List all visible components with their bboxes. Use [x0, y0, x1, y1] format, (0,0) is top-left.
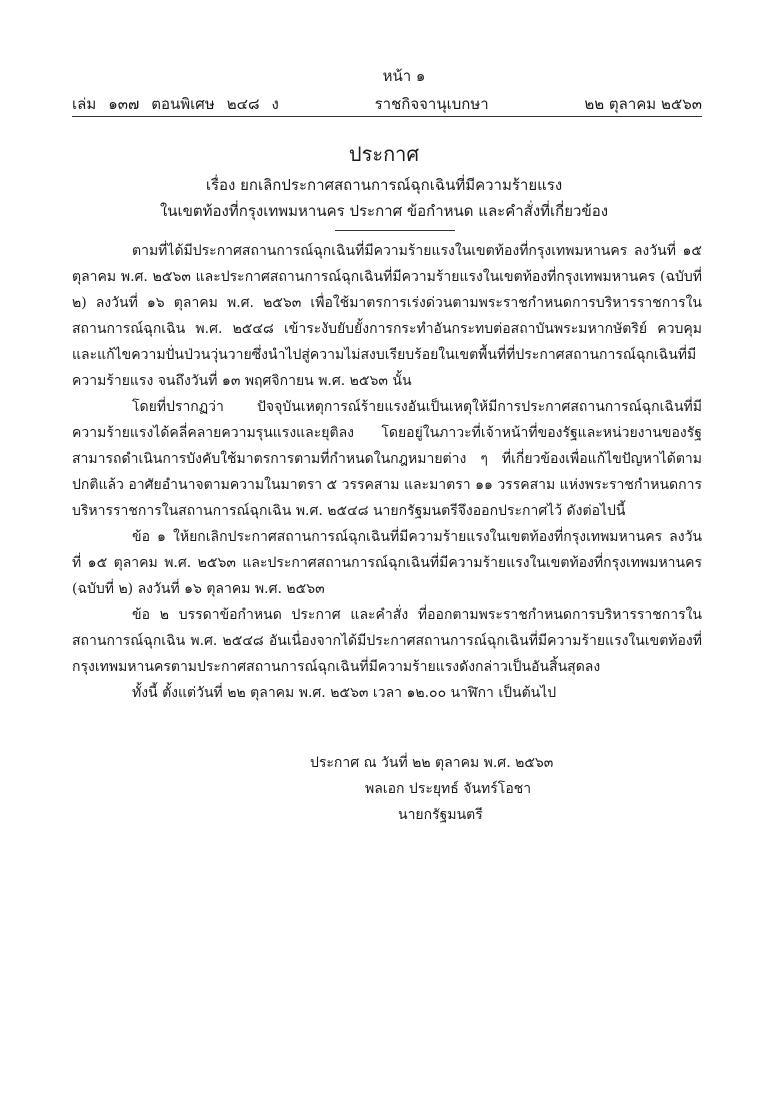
- paragraph-2: โดยที่ปรากฏว่า ปัจจุบันเหตุการณ์ร้ายแรงอันเป็นเหตุให้มีการประกาศสถานการณ์ฉุกเฉินที่มีความร้ายแรงได้คลี่คลายความรุนแรงและยุติลง โดยอยู่ในภาวะที่เจ้าหน้าที่ของรัฐและหน่วยงานของรัฐสามารถดำเนินการบังคับใช้มาตรการตามที่กำหนดในกฎหมายต่าง ๆ ที่เกี่ยวข้องเพื่อแก้ไขปัญหาได้ตามปกติแล้ว อาศัยอำนาจตามความในมาตรา ๕ วรรคสาม และมาตรา ๑๑ วรรคสาม แห่งพระราชกำหนดการบริหารราชการในสถานการณ์ฉุกเฉิน พ.ศ. ๒๕๔๘ นายกรัฐมนตรีจึงออกประกาศไว้ ดังต่อไปนี้: [72, 399, 702, 519]
- publication-name: ราชกิจจานุเบกษา: [374, 95, 489, 113]
- clause-2: ข้อ ๒ บรรดาข้อกำหนด ประกาศ และคำสั่ง ที่ออกตามพระราชกำหนดการบริหารราชการในสถานการณ์ฉุกเฉิน พ.ศ. ๒๕๔๘ อันเนื่องจากได้มีประกาศสถานการณ์ฉุกเฉินที่มีความร้ายแรงในเขตท้องที่กรุงเทพมหานครตามประกาศสถานการณ์ฉุกเฉินที่มีความร้ายแรงดังกล่าวเป็นอันสิ้นสุดลง: [72, 607, 702, 675]
- section-number: ๒๔๘: [226, 95, 260, 113]
- document-title: ประกาศ: [348, 142, 420, 166]
- given-on-date: ประกาศ ณ วันที่ ๒๒ ตุลาคม พ.ศ. ๒๕๖๓: [310, 755, 554, 771]
- header-divider: [72, 116, 702, 117]
- subject-divider: [335, 230, 455, 231]
- clause-1: ข้อ ๑ ให้ยกเลิกประกาศสถานการณ์ฉุกเฉินที่มีความร้ายแรงในเขตท้องที่กรุงเทพมหานคร ลงวันที่ ๑๕ ตุลาคม พ.ศ. ๒๕๖๓ และประกาศสถานการณ์ฉุกเฉินที่มีความร้ายแรงในเขตท้องที่กรุงเทพมหานคร (ฉบับที่ ๒) ลงวันที่ ๑๖ ตุลาคม พ.ศ. ๒๕๖๓: [72, 529, 702, 597]
- document-body: [72, 238, 702, 706]
- section-label: ตอนพิเศษ: [151, 95, 215, 113]
- volume-label: เล่ม: [72, 95, 97, 113]
- signatory-position: นายกรัฐมนตรี: [398, 807, 483, 823]
- publication-date: ๒๒ ตุลาคม ๒๕๖๓: [584, 95, 702, 113]
- gazette-header: [72, 92, 702, 116]
- paragraph-1: ตามที่ได้มีประกาศสถานการณ์ฉุกเฉินที่มีความร้ายแรงในเขตท้องที่กรุงเทพมหานคร ลงวันที่ ๑๕ ตุลาคม พ.ศ. ๒๕๖๓ และประกาศสถานการณ์ฉุกเฉินที่มีความร้ายแรงในเขตท้องที่กรุงเทพมหานคร (ฉบับที่ ๒) ลงวันที่ ๑๖ ตุลาคม พ.ศ. ๒๕๖๓ เพื่อใช้มาตรการเร่งด่วนตามพระราชกำหนดการบริหารราชการในสถานการณ์ฉุกเฉิน พ.ศ. ๒๕๔๘ เข้าระงับยับยั้งการกระทำอันกระทบต่อสถาบันพระมหากษัตริย์ ควบคุมและแก้ไขความปั่นป่วนวุ่นวายซึ่งนำไปสู่ความไม่สงบเรียบร้อยในเขตพื้นที่ที่ประกาศสถานการณ์ฉุกเฉินที่มีความร้ายแรง จนถึงวันที่ ๑๓ พฤศจิกายน พ.ศ. ๒๕๖๓ นั้น: [72, 243, 702, 389]
- subject-line-1: เรื่อง ยกเลิกประกาศสถานการณ์ฉุกเฉินที่มีความร้ายแรง: [205, 176, 563, 194]
- volume-info: [72, 92, 279, 116]
- volume-number: ๑๓๗: [108, 95, 140, 113]
- subject-line-2: ในเขตท้องที่กรุงเทพมหานคร ประกาศ ข้อกำหนด และคำสั่งที่เกี่ยวข้อง: [159, 202, 609, 220]
- section-letter: ง: [271, 95, 279, 113]
- page-number: หน้า ๑: [382, 67, 426, 85]
- document-subject: [0, 172, 768, 224]
- signatory-name: พลเอก ประยุทธ์ จันทร์โอชา: [365, 781, 532, 797]
- effective-date: ทั้งนี้ ตั้งแต่วันที่ ๒๒ ตุลาคม พ.ศ. ๒๕๖๓ เวลา ๑๒.๐๐ นาฬิกา เป็นต้นไป: [132, 685, 557, 701]
